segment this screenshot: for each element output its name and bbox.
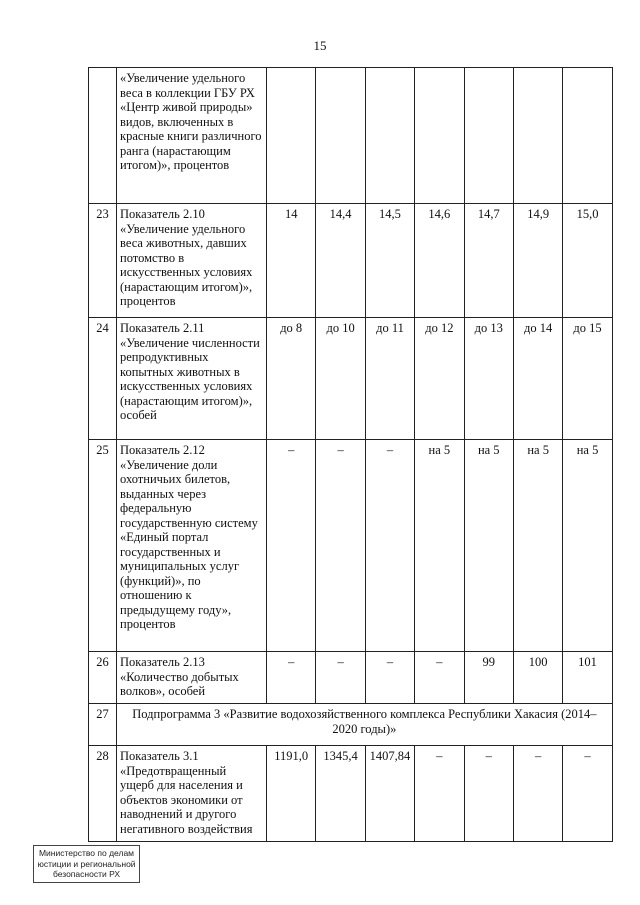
row-number: 24: [89, 318, 117, 440]
indicator-name: «Увеличение удельного веса в коллекции ГБУ РХ «Центр живой природы» видов, включенных в красные книги различного ранга (нарастающим итогом)», процентов: [117, 68, 267, 204]
indicator-value: 99: [464, 652, 513, 704]
indicator-value: –: [415, 746, 464, 842]
indicator-value: на 5: [464, 440, 513, 652]
indicator-table: [88, 67, 613, 842]
table-row: [89, 746, 613, 842]
indicator-value: 14,4: [316, 204, 365, 318]
row-number: 28: [89, 746, 117, 842]
indicator-value: 14: [267, 204, 316, 318]
indicator-value: 14,9: [513, 204, 562, 318]
stamp-line: юстиции и региональной: [37, 858, 136, 869]
row-number: [89, 68, 117, 204]
indicator-value: [563, 68, 612, 204]
indicator-value: 101: [563, 652, 612, 704]
indicator-value: –: [316, 652, 365, 704]
page-number: 15: [313, 38, 327, 53]
indicator-value: 14,5: [365, 204, 414, 318]
subprogram-title: Подпрограмма 3 «Развитие водохозяйственного комплекса Республики Хакасия (2014–2020 годы)»: [117, 704, 613, 746]
indicator-value: –: [267, 440, 316, 652]
indicator-value: [267, 68, 316, 204]
indicator-name: Показатель 2.13 «Количество добытых волков», особей: [117, 652, 267, 704]
indicator-value: –: [415, 652, 464, 704]
indicator-value: 100: [513, 652, 562, 704]
indicator-value: на 5: [563, 440, 612, 652]
row-number: 25: [89, 440, 117, 652]
indicator-value: до 8: [267, 318, 316, 440]
indicator-value: –: [316, 440, 365, 652]
stamp-line: безопасности РХ: [52, 869, 121, 879]
indicator-value: –: [365, 440, 414, 652]
indicator-value: 1407,84: [365, 746, 414, 842]
indicator-value: 1345,4: [316, 746, 365, 842]
indicator-name: Показатель 2.12 «Увеличение доли охотничьих билетов, выданных через федеральную государственную систему «Единый портал государственных и муниципальных услуг (функций)», по отношению к предыдущему году», процентов: [117, 440, 267, 652]
indicator-name: Показатель 2.11 «Увеличение численности репродуктивных копытных животных в искусственных условиях (нарастающим итогом)», особей: [117, 318, 267, 440]
indicator-value: –: [563, 746, 612, 842]
indicator-value: до 14: [513, 318, 562, 440]
row-number: 26: [89, 652, 117, 704]
indicator-value: –: [464, 746, 513, 842]
indicator-value: на 5: [415, 440, 464, 652]
indicator-value: 14,7: [464, 204, 513, 318]
indicator-value: [365, 68, 414, 204]
table-row: [89, 440, 613, 652]
row-number: 23: [89, 204, 117, 318]
indicator-value: на 5: [513, 440, 562, 652]
indicator-value: [316, 68, 365, 204]
row-number: 27: [89, 704, 117, 746]
indicator-value: до 12: [415, 318, 464, 440]
indicator-value: 15,0: [563, 204, 612, 318]
indicator-value: до 13: [464, 318, 513, 440]
table-row: [89, 652, 613, 704]
indicator-value: –: [267, 652, 316, 704]
indicator-value: 14,6: [415, 204, 464, 318]
indicator-value: –: [365, 652, 414, 704]
table-row: [89, 204, 613, 318]
table-row: [89, 318, 613, 440]
indicator-value: до 11: [365, 318, 414, 440]
table-row: [89, 68, 613, 204]
indicator-value: [464, 68, 513, 204]
indicator-value: [513, 68, 562, 204]
indicator-value: до 15: [563, 318, 612, 440]
indicator-value: 1191,0: [267, 746, 316, 842]
indicator-value: [415, 68, 464, 204]
stamp-line: Министерство по делам: [38, 848, 135, 858]
subprogram-row: [89, 704, 613, 746]
ministry-stamp: [33, 845, 140, 883]
indicator-value: –: [513, 746, 562, 842]
indicator-value: до 10: [316, 318, 365, 440]
indicator-name: Показатель 3.1 «Предотвращенный ущерб для населения и объектов экономики от наводнений и другого негативного воздействия: [117, 746, 267, 842]
indicator-name: Показатель 2.10 «Увеличение удельного веса животных, давших потомство в искусственных условиях (нарастающим итогом)», процентов: [117, 204, 267, 318]
